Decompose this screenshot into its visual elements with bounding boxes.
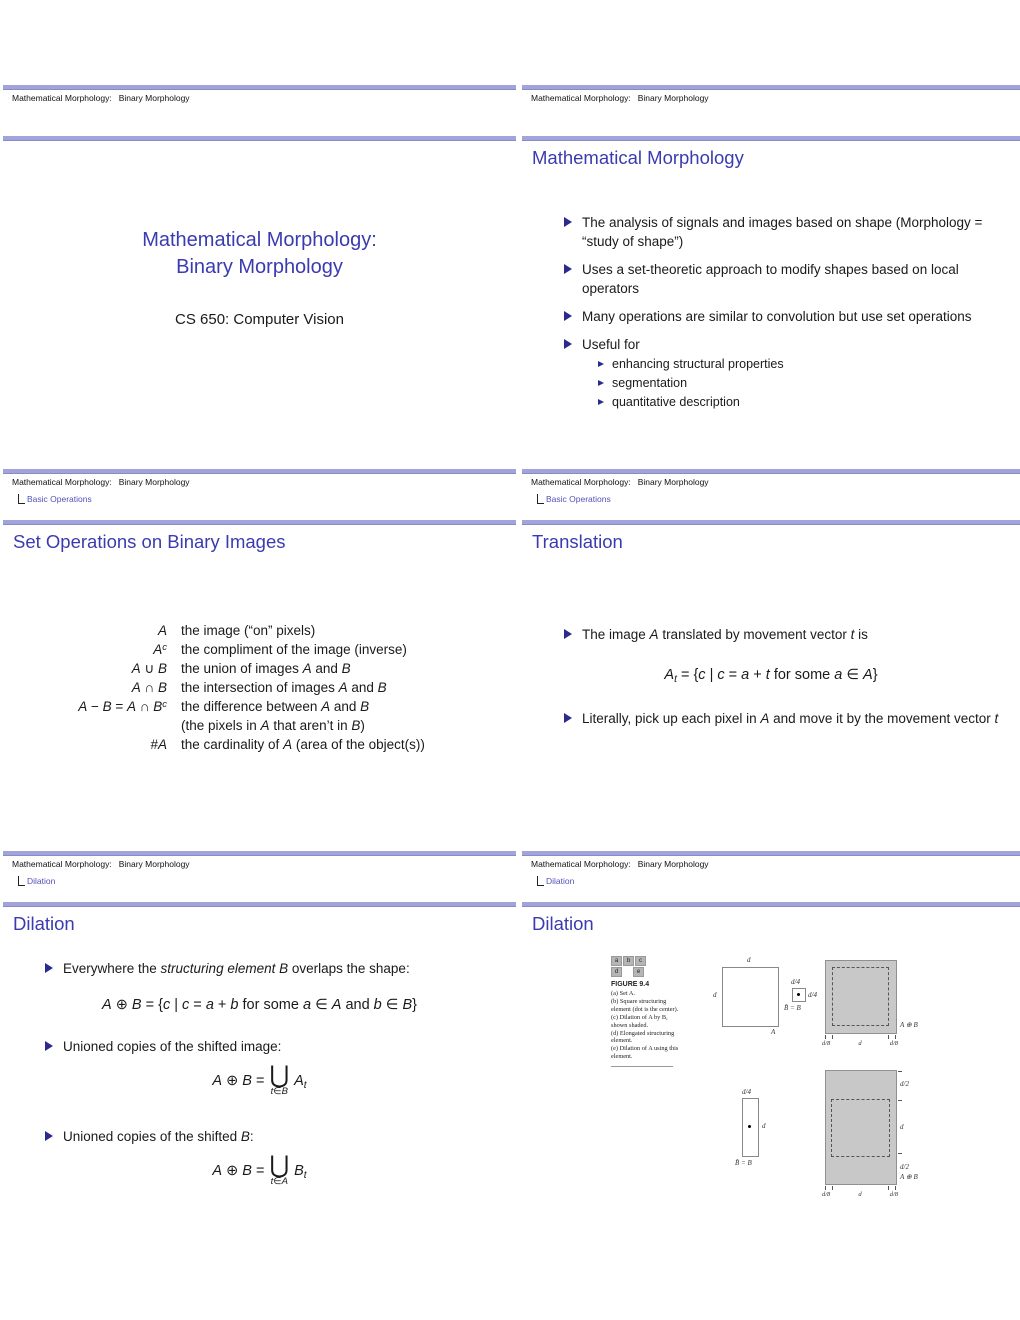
description-cell: the cardinality of A (area of the object(s)) [181, 737, 425, 752]
bullet-triangle-icon [598, 380, 604, 386]
main-title [3, 227, 516, 281]
description-cell: the intersection of images A and B [181, 680, 387, 695]
tick-icon [895, 1035, 896, 1039]
table-row [17, 735, 523, 754]
list-item [564, 709, 1006, 728]
main-title-line1: Mathematical Morphology: [142, 229, 377, 251]
caption-line: (a) Set A. [611, 990, 635, 997]
running-header-course: Mathematical Morphology: [12, 477, 112, 487]
bullet-list [45, 1037, 504, 1065]
key-letter: e [633, 967, 644, 977]
bullet-list [564, 625, 1006, 653]
key-spacer [623, 967, 632, 975]
slide-top-bar [3, 851, 516, 856]
course-subtitle: CS 650: Computer Vision [175, 311, 344, 328]
list-item [598, 356, 1008, 373]
tick-icon [825, 1186, 826, 1190]
bullet-triangle-icon [564, 629, 572, 639]
list-item [564, 307, 1008, 326]
running-header-topic: Binary Morphology [118, 93, 190, 103]
bullet-text: segmentation [612, 376, 688, 390]
sub-bullet-list [598, 356, 1008, 411]
description-cell: the image (“on” pixels) [181, 623, 316, 638]
running-header-course: Mathematical Morphology: [531, 93, 631, 103]
section-name: Dilation [27, 876, 56, 886]
description-cell: the compliment of the image (inverse) [181, 642, 407, 657]
bullet-text: The image A translated by movement vector t is [582, 627, 868, 642]
running-header-topic: Binary Morphology [118, 477, 190, 487]
slide-top-bar [3, 85, 516, 90]
caption-line: (e) Dilation of A using this element. [611, 1045, 679, 1061]
dilation-label: A ⊕ B [900, 1173, 918, 1181]
key-letter: c [635, 956, 646, 966]
bullet-text: Many operations are similar to convolution but use set operations [582, 309, 972, 324]
tick-icon [825, 1035, 826, 1039]
bullet-text: Useful for [582, 337, 640, 352]
bullet-triangle-icon [598, 361, 604, 367]
slide-divider-bar [522, 136, 1020, 141]
section-breadcrumb [18, 876, 55, 886]
notation-cell: #A [150, 737, 167, 752]
dim-label-d: d [900, 1123, 904, 1131]
dim-label-d8: d/8 [822, 1191, 831, 1198]
list-item [598, 394, 1008, 411]
description-cell: (the pixels in A that aren’t in B) [181, 718, 365, 733]
dimension-row [822, 1191, 898, 1198]
bullet-triangle-icon [45, 1041, 53, 1051]
union-limit: t∈A [270, 1176, 288, 1187]
section-name: Basic Operations [27, 494, 92, 504]
slide-title: Set Operations on Binary Images [13, 531, 286, 552]
running-header [12, 93, 190, 103]
dilation-union-se-formula [3, 1152, 516, 1187]
slide-dilation-definition [3, 851, 516, 1234]
running-header [12, 477, 190, 487]
slide-top-bar [522, 85, 1020, 90]
original-a-outline [831, 1099, 890, 1157]
formula-rhs: $B_t$ [294, 1163, 307, 1181]
dim-label-d2: d/2 [900, 1163, 909, 1171]
dim-label-d: d [713, 991, 717, 999]
dim-label-d8: d/8 [889, 1040, 898, 1047]
section-breadcrumb [18, 494, 92, 504]
slide-divider-bar [3, 136, 516, 141]
slide-dilation-figure [522, 851, 1020, 1234]
bullet-list [564, 213, 1008, 413]
slide-divider-bar [3, 902, 516, 907]
notation-cell: A ∪ B [131, 661, 167, 676]
bullet-triangle-icon [564, 339, 572, 349]
dim-label-d4: d/4 [808, 991, 817, 999]
set-a-square [722, 967, 779, 1027]
running-header-topic: Binary Morphology [118, 859, 190, 869]
key-letter: b [623, 956, 634, 966]
corner-bracket-icon [18, 494, 25, 504]
tick-icon [898, 1100, 902, 1101]
formula-lhs: A ⊕ B = [212, 1073, 265, 1089]
running-header-topic: Binary Morphology [637, 477, 709, 487]
list-item [45, 959, 504, 978]
big-union [269, 1152, 290, 1187]
bullet-text: quantitative description [612, 395, 740, 409]
dim-label-d4: d/4 [742, 1088, 751, 1096]
list-item [45, 1127, 504, 1146]
figure-caption [611, 956, 679, 1067]
running-header-course: Mathematical Morphology: [531, 477, 631, 487]
table-row [17, 621, 523, 640]
notation-cell: A ∩ B [131, 680, 167, 695]
bullet-list [564, 709, 1006, 737]
bullet-text: enhancing structural properties [612, 357, 784, 371]
caption-key-grid [611, 956, 679, 977]
tick-icon [895, 1186, 896, 1190]
description-cell: the union of images A and B [181, 661, 351, 676]
se-center-dot [748, 1125, 751, 1128]
dilation-label: A ⊕ B [900, 1021, 918, 1029]
slide-set-operations [3, 469, 516, 852]
dim-label-d: d [858, 1040, 862, 1047]
list-item [564, 335, 1008, 354]
se-center-dot [797, 993, 800, 996]
bullet-triangle-icon [564, 311, 572, 321]
list-item [564, 625, 1006, 644]
list-item [564, 260, 1008, 298]
set-a-label: A [771, 1028, 776, 1036]
bullet-list [45, 959, 504, 987]
dim-label-d: d [858, 1191, 862, 1198]
main-title-line2: Binary Morphology [176, 256, 343, 278]
bullet-triangle-icon [45, 1131, 53, 1141]
list-item [598, 375, 1008, 392]
caption-key-row [611, 967, 679, 977]
table-row [17, 716, 523, 735]
slide-title: Translation [532, 531, 623, 552]
caption-line: (b) Square structuring element (dot is the center). [611, 997, 679, 1013]
table-row [17, 678, 523, 697]
running-header-topic: Binary Morphology [637, 93, 709, 103]
running-header [531, 93, 709, 103]
tick-icon [898, 1153, 902, 1154]
running-header-course: Mathematical Morphology: [12, 859, 112, 869]
section-breadcrumb [537, 494, 611, 504]
running-header-course: Mathematical Morphology: [12, 93, 112, 103]
notation-cell: $A^c$ [153, 642, 167, 657]
bullet-triangle-icon [564, 713, 572, 723]
slide-divider-bar [522, 520, 1020, 525]
section-name: Basic Operations [546, 494, 611, 504]
running-header [531, 477, 709, 487]
big-union [269, 1062, 290, 1097]
dim-label-d8: d/8 [822, 1040, 831, 1047]
slide-top-bar [522, 469, 1020, 474]
dim-label-d8: d/8 [889, 1191, 898, 1198]
original-a-outline [832, 967, 889, 1026]
bullet-triangle-icon [45, 963, 53, 973]
slide-title: Mathematical Morphology [532, 147, 744, 168]
slide-overview [522, 85, 1020, 468]
running-header-topic: Binary Morphology [637, 859, 709, 869]
bullet-text: Literally, pick up each pixel in A and move it by the movement vector t [582, 711, 999, 726]
tick-icon [888, 1186, 889, 1190]
slide-title: Dilation [532, 913, 594, 934]
description-cell: the difference between A and B [181, 699, 370, 714]
se-label: B̂ = B [735, 1159, 752, 1167]
union-limit: t∈B [270, 1086, 288, 1097]
dim-label-d: d [762, 1122, 766, 1130]
bullet-text: Everywhere the structuring element B overlaps the shape: [63, 961, 410, 976]
running-header-course: Mathematical Morphology: [531, 859, 631, 869]
slide-top-bar [3, 469, 516, 474]
dim-label-d: d [747, 956, 751, 964]
bullet-triangle-icon [598, 399, 604, 405]
formula-lhs: A ⊕ B = [212, 1163, 265, 1179]
corner-bracket-icon [537, 494, 544, 504]
bullet-text: Uses a set-theoretic approach to modify shapes based on local operators [582, 262, 959, 296]
slide-title: Dilation [13, 913, 75, 934]
dilation-set-formula: A ⊕ B = {c | c = a + b for some a ∈ A and b ∈ B} [102, 997, 417, 1013]
table-row [17, 640, 523, 659]
slide-translation [522, 469, 1020, 852]
notation-table [17, 621, 523, 754]
bullet-text: The analysis of signals and images based on shape (Morphology = “study of shape”) [582, 215, 983, 249]
key-letter: d [611, 967, 622, 977]
figure-number: FIGURE 9.4 [611, 981, 650, 988]
caption-key-row [611, 956, 679, 966]
tick-icon [888, 1035, 889, 1039]
dimension-row [822, 1040, 898, 1047]
translation-formula: $A_t = \{c$ | c = a + t for some a ∈ A} [664, 667, 878, 685]
tick-icon [832, 1186, 833, 1190]
list-item [564, 213, 1008, 251]
caption-rule [611, 1066, 673, 1067]
running-header [12, 859, 190, 869]
caption-line: (c) Dilation of A by B, shown shaded. [611, 1013, 668, 1029]
formula-rhs: $A_t$ [294, 1073, 307, 1091]
notation-cell: A [157, 623, 167, 638]
slide-divider-bar [3, 520, 516, 525]
caption-line: (d) Elongated structuring element. [611, 1029, 675, 1045]
union-operator-icon: ⋃ [269, 1062, 290, 1089]
tick-icon [832, 1035, 833, 1039]
table-row [17, 659, 523, 678]
bullet-text: Unioned copies of the shifted image: [63, 1039, 282, 1054]
bullet-triangle-icon [564, 217, 572, 227]
se-label: B̂ = B [784, 1004, 801, 1012]
dim-label-d4: d/4 [791, 978, 800, 986]
slide-title [3, 85, 516, 468]
dilation-union-image-formula [3, 1062, 516, 1097]
table-row [17, 697, 523, 716]
section-name: Dilation [546, 876, 575, 886]
bullet-list [45, 1127, 504, 1155]
notation-cell [17, 716, 167, 735]
notation-cell: A − B = A ∩ $B^c$ [78, 699, 167, 714]
union-operator-icon: ⋃ [269, 1152, 290, 1179]
figure-9-4 [522, 851, 1020, 1234]
key-letter: a [611, 956, 622, 966]
bullet-text: Unioned copies of the shifted B: [63, 1129, 254, 1144]
dim-label-d2: d/2 [900, 1080, 909, 1088]
tick-icon [898, 1071, 902, 1072]
corner-bracket-icon [18, 876, 25, 886]
bullet-triangle-icon [564, 264, 572, 274]
list-item [45, 1037, 504, 1056]
